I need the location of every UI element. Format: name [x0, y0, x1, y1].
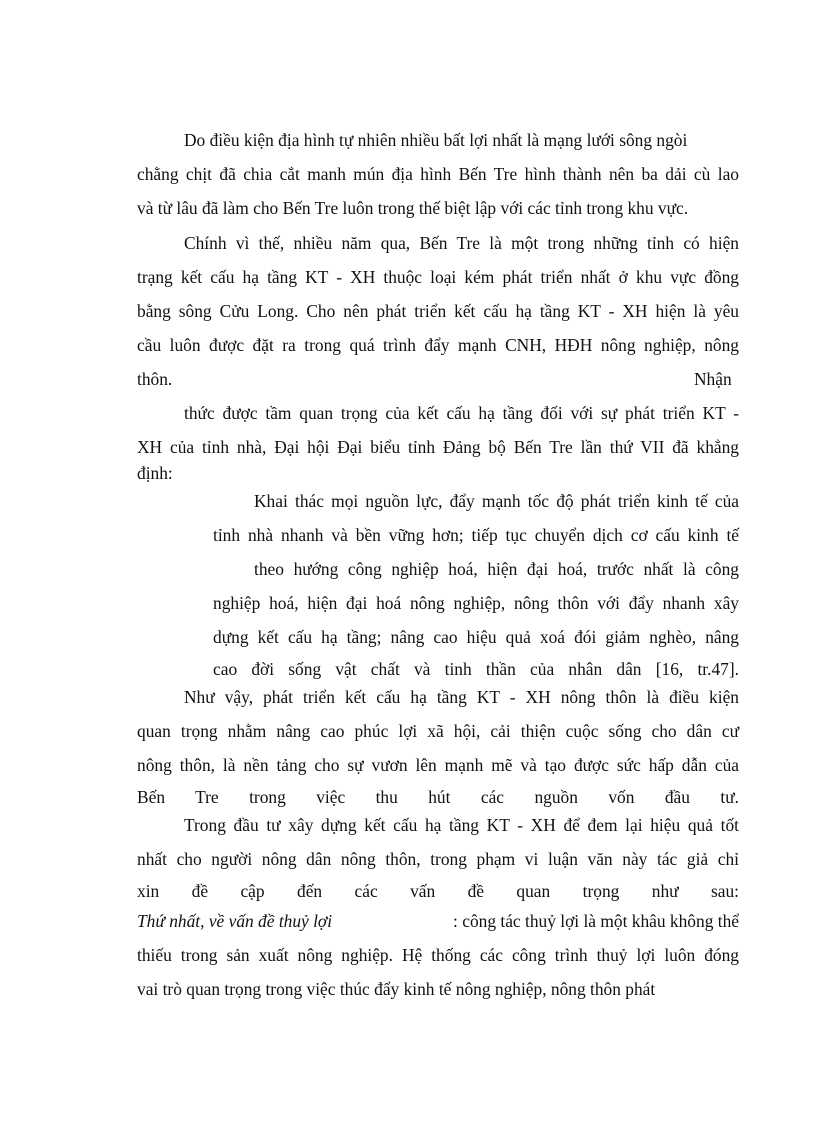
text-line: Do điều kiện địa hình tự nhiên nhiều bất lợi nhất là mạng lưới sông ngòi	[184, 130, 688, 150]
text-line: cầu luôn được đặt ra trong quá trình đẩy mạnh CNH, HĐH nông nghiệp, nông	[137, 335, 739, 355]
text-line: chằng chịt đã chia cắt manh mún địa hình Bến Tre hình thành nên ba dải cù lao	[137, 164, 739, 184]
text-fragment: : công tác thuỷ lợi là một khâu không thể	[453, 911, 739, 931]
text-line: nông thôn, là nền tảng cho sự vươn lên mạnh mẽ và tạo được sức hấp dẫn của	[137, 755, 739, 775]
italic-heading: Thứ nhất, về vấn đề thuỷ lợi	[137, 911, 333, 931]
text-line: trạng kết cấu hạ tầng KT - XH thuộc loại kém phát triển nhất ở khu vực đồng	[137, 267, 739, 287]
quote-line: nghiệp hoá, hiện đại hoá nông nghiệp, nông thôn với đẩy nhanh xây	[213, 593, 739, 613]
text-line: thiếu trong sản xuất nông nghiệp. Hệ thống các công trình thuỷ lợi luôn đóng	[137, 945, 739, 965]
text-line: thức được tầm quan trọng của kết cấu hạ tầng đối với sự phát triển KT -	[184, 403, 739, 423]
quote-line: dựng kết cấu hạ tầng; nâng cao hiệu quả xoá đói giảm nghèo, nâng	[213, 627, 739, 647]
text-line: thôn.	[137, 369, 173, 389]
text-line: Nhận	[694, 369, 732, 389]
text-line	[137, 911, 739, 931]
text-line: xin đề cập đến các vấn đề quan trọng như sau:	[137, 881, 739, 901]
text-line: bằng sông Cửu Long. Cho nên phát triển kết cấu hạ tầng KT - XH hiện là yêu	[137, 301, 739, 321]
text-line: Bến Tre trong việc thu hút các nguồn vốn đầu tư.	[137, 787, 739, 807]
quote-line: Khai thác mọi nguồn lực, đẩy mạnh tốc độ phát triển kinh tế của	[254, 491, 739, 511]
text-line: Như vậy, phát triển kết cấu hạ tầng KT - XH nông thôn là điều kiện	[184, 687, 739, 707]
text-line: vai trò quan trọng trong việc thúc đẩy kinh tế nông nghiệp, nông thôn phát	[137, 979, 656, 999]
text-line: nhất cho người nông dân nông thôn, trong phạm vi luận văn này tác giả chỉ	[137, 849, 739, 869]
quote-line: tỉnh nhà nhanh và bền vững hơn; tiếp tục chuyển dịch cơ cấu kinh tế	[213, 525, 739, 545]
text-line: và từ lâu đã làm cho Bến Tre luôn trong thế biệt lập với các tỉnh trong khu vực.	[137, 198, 689, 218]
text-line: XH của tỉnh nhà, Đại hội Đại biểu tỉnh Đảng bộ Bến Tre lần thứ VII đã khẳng	[137, 437, 739, 457]
text-line: định:	[137, 463, 173, 483]
quote-line: cao đời sống vật chất và tinh thần của nhân dân [16, tr.47].	[213, 659, 739, 679]
text-line: Trong đầu tư xây dựng kết cấu hạ tầng KT - XH để đem lại hiệu quả tốt	[184, 815, 739, 835]
text-line: Chính vì thế, nhiều năm qua, Bến Tre là một trong những tỉnh có hiện	[184, 233, 739, 253]
quote-line: theo hướng công nghiệp hoá, hiện đại hoá, trước nhất là công	[254, 559, 739, 579]
text-line: quan trọng nhằm nâng cao phúc lợi xã hội, cải thiện cuộc sống cho dân cư	[137, 721, 739, 741]
